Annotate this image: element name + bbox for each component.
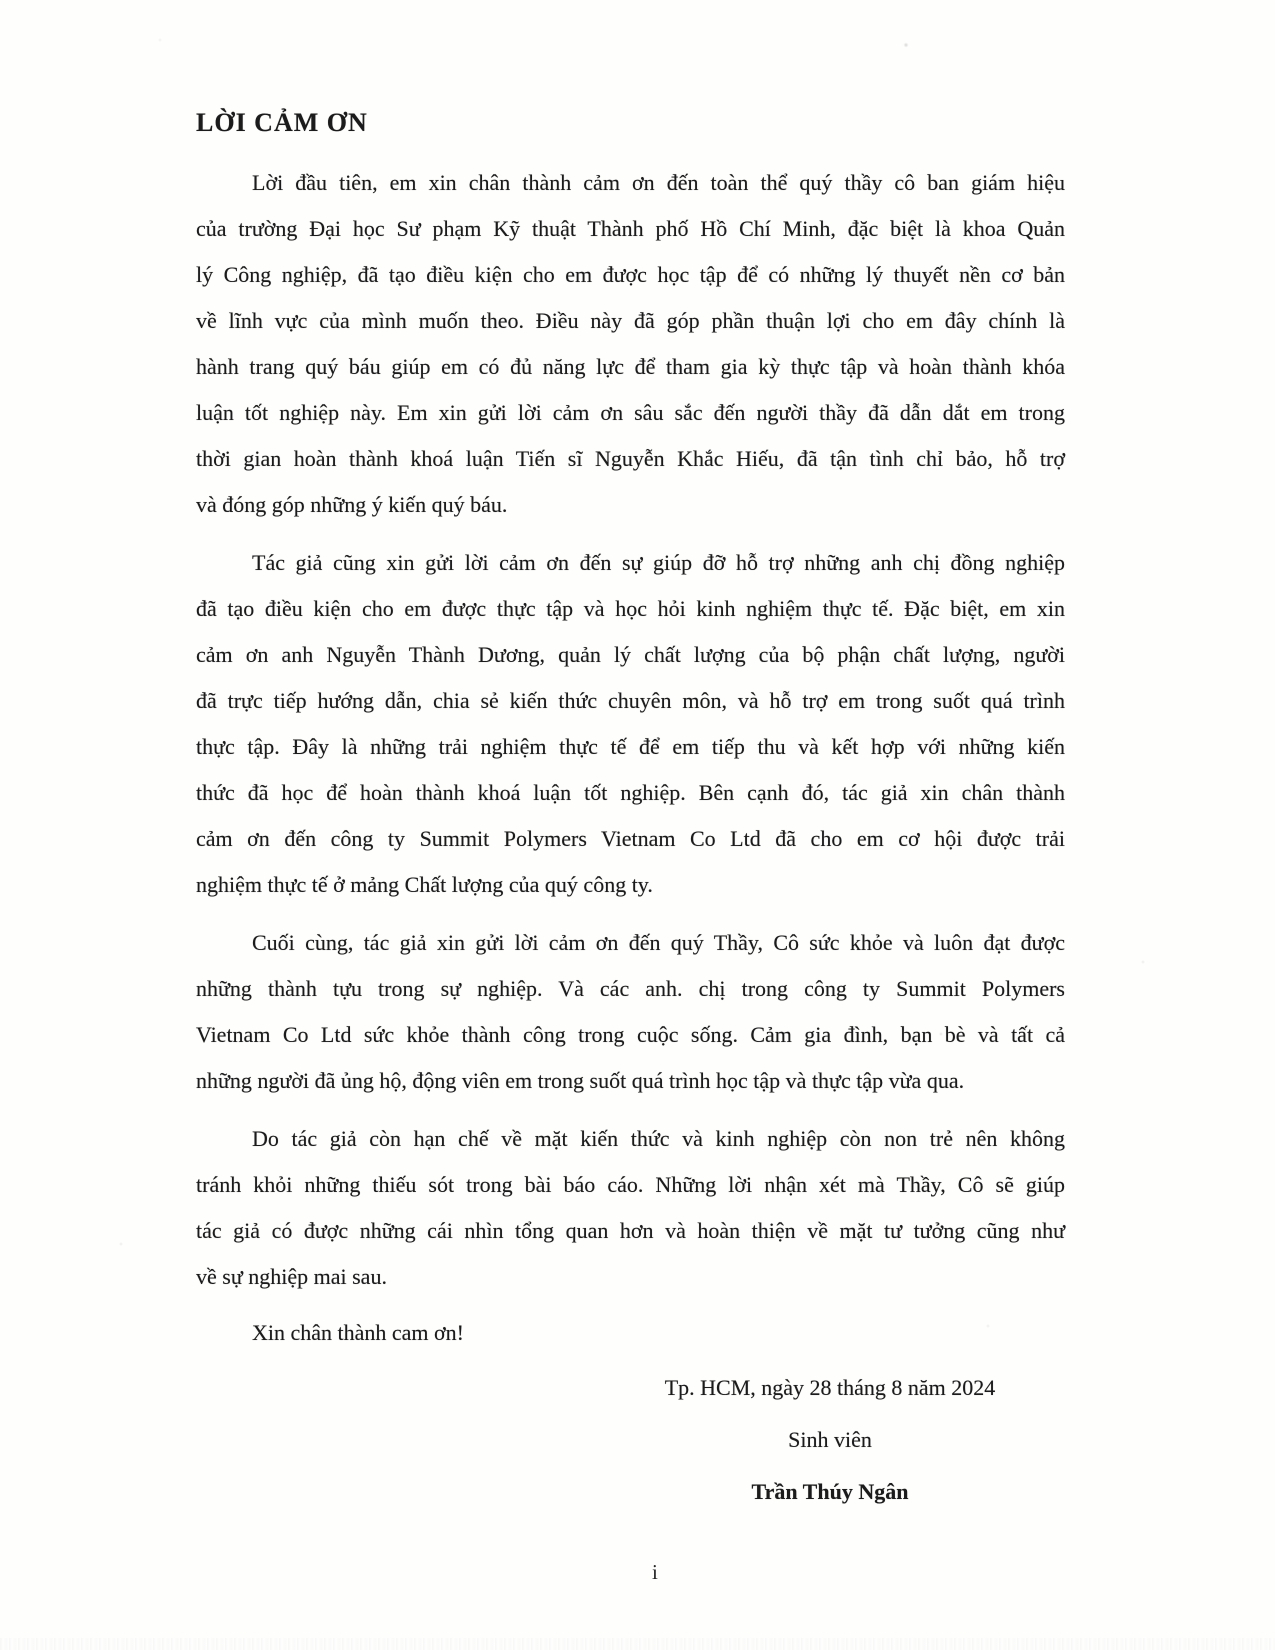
signature-block xyxy=(595,1362,1065,1518)
signature-name: Trần Thúy Ngân xyxy=(751,1479,909,1504)
paragraph-line: hành trang quý báu giúp em có đủ năng lực để tham gia kỳ thực tập và hoàn thành khóa xyxy=(196,354,1065,379)
scan-noise-band xyxy=(0,1638,1275,1650)
paragraph-line: đã trực tiếp hướng dẫn, chia sẻ kiến thức chuyên môn, và hỗ trợ em trong suốt quá trình xyxy=(196,688,1065,713)
paragraph-line: Do tác giả còn hạn chế về mặt kiến thức và kinh nghiệp còn non trẻ nên không xyxy=(252,1126,1065,1151)
signature-role: Sinh viên xyxy=(788,1427,872,1452)
paragraph xyxy=(196,540,1065,908)
paragraph-line: những người đã ủng hộ, động viên em trong suốt quá trình học tập và thực tập vừa qua. xyxy=(196,1068,965,1093)
body-text xyxy=(196,160,1065,1300)
paragraph-line: nghiệm thực tế ở mảng Chất lượng của quý công ty. xyxy=(196,872,653,897)
signature-place-date: Tp. HCM, ngày 28 tháng 8 năm 2024 xyxy=(664,1375,996,1400)
paragraph-line: đã tạo điều kiện cho em được thực tập và học hỏi kinh nghiệm thực tế. Đặc biệt, em xin xyxy=(196,596,1065,621)
paragraph-line: thực tập. Đây là những trải nghiệm thực tế để em tiếp thu và kết hợp với những kiến xyxy=(196,734,1065,759)
paragraph-line: Vietnam Co Ltd sức khỏe thành công trong cuộc sống. Cảm gia đình, bạn bè và tất cả xyxy=(196,1022,1065,1047)
paragraph-line: của trường Đại học Sư phạm Kỹ thuật Thành phố Hồ Chí Minh, đặc biệt là khoa Quản xyxy=(196,216,1065,241)
paragraph-line: thời gian hoàn thành khoá luận Tiến sĩ Nguyễn Khắc Hiếu, đã tận tình chỉ bảo, hỗ trợ xyxy=(196,446,1065,471)
paragraph-line: về lĩnh vực của mình muốn theo. Điều này đã góp phần thuận lợi cho em đây chính là xyxy=(196,308,1065,333)
paragraph-line: tránh khỏi những thiếu sót trong bài báo cáo. Những lời nhận xét mà Thầy, Cô sẽ giúp xyxy=(196,1172,1065,1197)
paragraph-line: Lời đầu tiên, em xin chân thành cảm ơn đến toàn thể quý thầy cô ban giám hiệu xyxy=(252,170,1065,195)
paragraph-line: cảm ơn anh Nguyễn Thành Dương, quản lý chất lượng của bộ phận chất lượng, người xyxy=(196,642,1065,667)
paragraph-line: những thành tựu trong sự nghiệp. Và các anh. chị trong công ty Summit Polymers xyxy=(196,976,1065,1001)
paragraph-line: thức đã học để hoàn thành khoá luận tốt nghiệp. Bên cạnh đó, tác giả xin chân thành xyxy=(196,780,1065,805)
paragraph-line: tác giả có được những cái nhìn tổng quan hơn và hoàn thiện về mặt tư tưởng cũng như xyxy=(196,1218,1065,1243)
paragraph-line: luận tốt nghiệp này. Em xin gửi lời cảm ơn sâu sắc đến người thầy đã dẫn dắt em trong xyxy=(196,400,1065,425)
paragraph xyxy=(196,1116,1065,1300)
closing-line: Xin chân thành cam ơn! xyxy=(252,1320,465,1345)
paragraph-line: cảm ơn đến công ty Summit Polymers Vietnam Co Ltd đã cho em cơ hội được trải xyxy=(196,826,1065,851)
page-title: LỜI CẢM ƠN xyxy=(196,108,368,137)
paragraph-line: Cuối cùng, tác giả xin gửi lời cảm ơn đến quý Thầy, Cô sức khỏe và luôn đạt được xyxy=(252,930,1065,955)
paragraph-line: và đóng góp những ý kiến quý báu. xyxy=(196,492,508,517)
page-number: i xyxy=(652,1560,658,1584)
page-content xyxy=(196,106,1065,1518)
paragraph xyxy=(196,160,1065,528)
paragraph xyxy=(196,920,1065,1104)
paragraph-line: về sự nghiệp mai sau. xyxy=(196,1264,387,1289)
paragraph-line: Tác giả cũng xin gửi lời cảm ơn đến sự giúp đỡ hỗ trợ những anh chị đồng nghiệp xyxy=(252,550,1065,575)
paragraph-line: lý Công nghiệp, đã tạo điều kiện cho em được học tập để có những lý thuyết nền cơ bản xyxy=(196,262,1065,287)
